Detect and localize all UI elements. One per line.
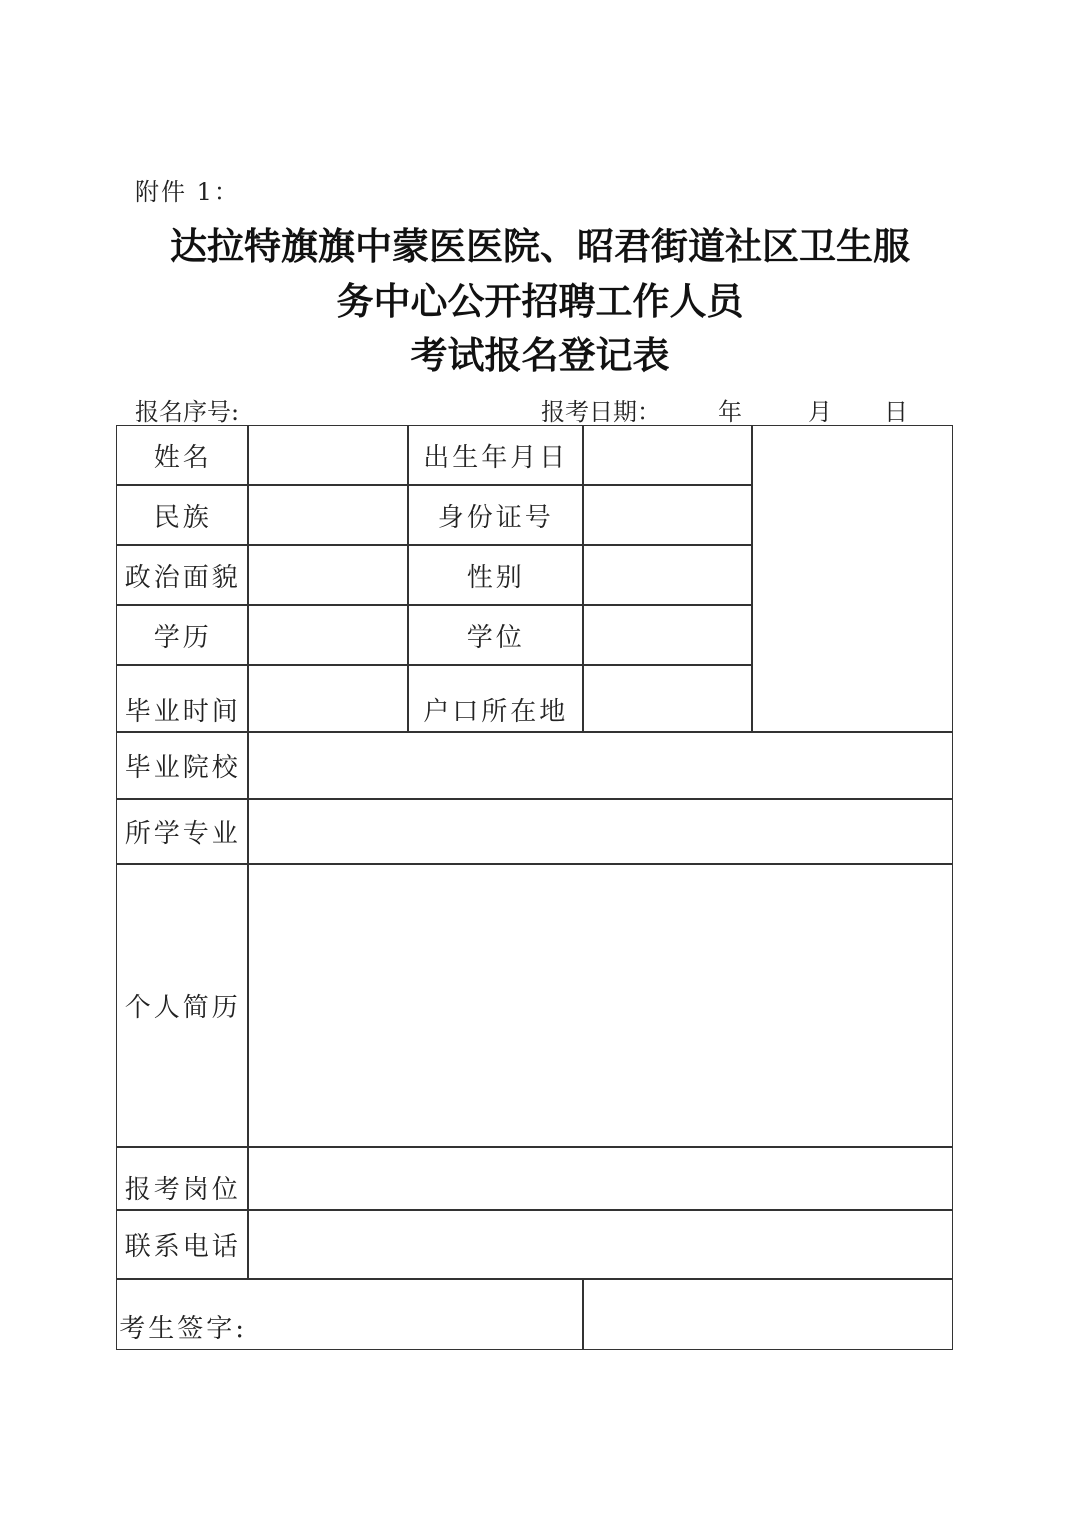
ethnicity-field[interactable] [247,484,409,546]
hukou-label: 户口所在地 [407,664,584,733]
serial-number-label: 报名序号: [135,398,240,426]
resume-label: 个人简历 [116,863,249,1148]
political-label: 政治面貌 [116,544,249,606]
signature-label: 考生签字: [116,1278,584,1350]
phone-label: 联系电话 [116,1209,249,1280]
birth-field[interactable] [582,425,753,486]
day-label: 日 [884,398,908,426]
photo-box [751,425,953,733]
id-number-field[interactable] [582,484,753,546]
school-label: 毕业院校 [116,731,249,800]
graduation-time-field[interactable] [247,664,409,733]
major-field[interactable] [247,798,953,865]
position-field[interactable] [247,1146,953,1211]
political-field[interactable] [247,544,409,606]
title-line-2: 务中心公开招聘工作人员 [336,280,744,323]
degree-label: 学位 [407,604,584,666]
title-line-3: 考试报名登记表 [410,334,670,377]
id-number-label: 身份证号 [407,484,584,546]
ethnicity-label: 民族 [116,484,249,546]
signature-field[interactable] [582,1278,953,1350]
year-label: 年 [718,398,742,426]
position-label: 报考岗位 [116,1146,249,1211]
education-field[interactable] [247,604,409,666]
date-label: 报考日期： [541,398,661,426]
name-label: 姓名 [116,425,249,486]
degree-field[interactable] [582,604,753,666]
resume-field[interactable] [247,863,953,1148]
major-label: 所学专业 [116,798,249,865]
phone-field[interactable] [247,1209,953,1280]
attachment-label: 附件 1： [135,178,240,206]
name-field[interactable] [247,425,409,486]
school-field[interactable] [247,731,953,800]
education-label: 学历 [116,604,249,666]
graduation-time-label: 毕业时间 [116,664,249,733]
gender-field[interactable] [582,544,753,606]
hukou-field[interactable] [582,664,753,733]
gender-label: 性别 [407,544,584,606]
month-label: 月 [808,398,832,426]
title-line-1: 达拉特旗旗中蒙医医院、昭君街道社区卫生服 [170,225,910,268]
birth-label: 出生年月日 [407,425,584,486]
